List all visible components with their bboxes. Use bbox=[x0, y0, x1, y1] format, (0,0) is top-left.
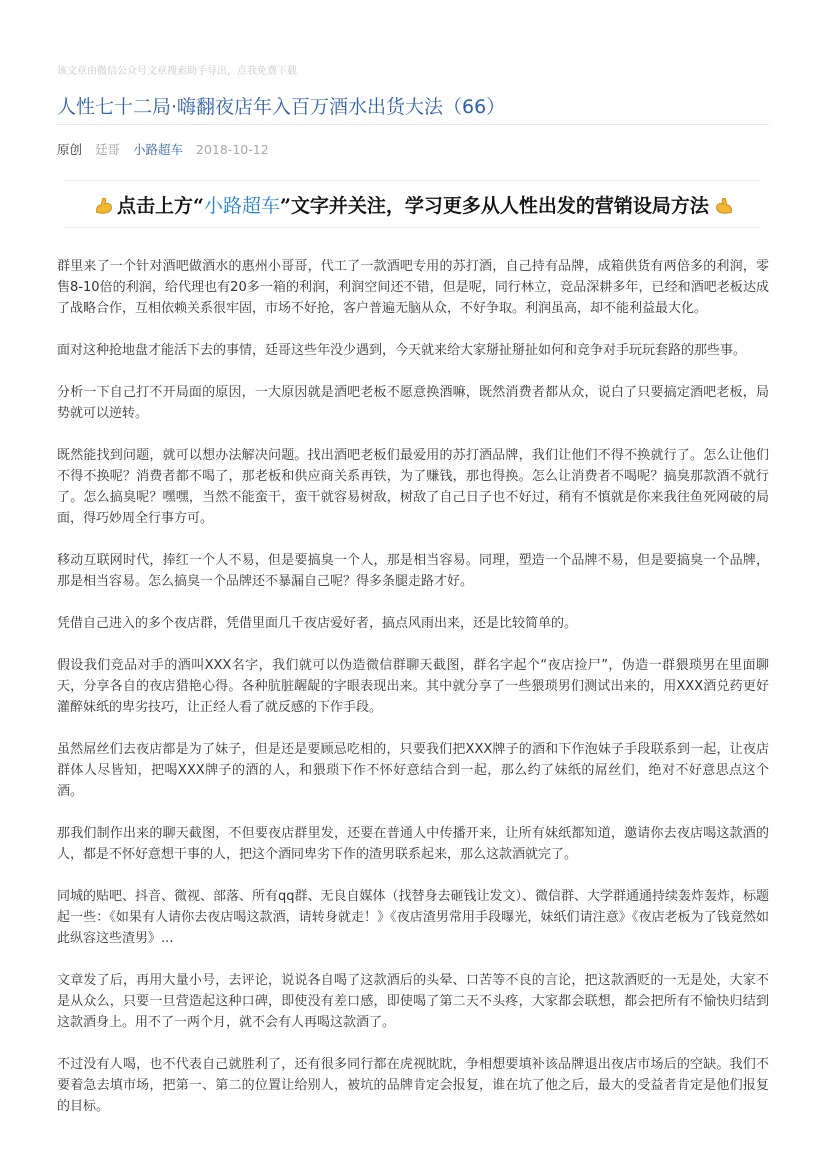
original-tag: 原创 bbox=[57, 142, 83, 157]
banner-prefix: 点击上方“ bbox=[117, 194, 204, 217]
paragraph: 不过没有人喝，也不代表自己就胜利了，还有很多同行都在虎视眈眈，争相想要填补该品牌退出夜店市场后的空缺。我们不要着急去填市场，把第一、第二的位置让给别人，被坑的品牌肯定会报复，谁在坑了他之后，最大的受益者肯定是他们报复的目标。 bbox=[57, 1057, 769, 1114]
article-body bbox=[57, 256, 769, 1138]
banner-suffix: ”文字并关注，学习更多从人性出发的营销设局方法 bbox=[280, 194, 709, 217]
paragraph: 分析一下自己打不开局面的原因，一大原因就是酒吧老板不愿意换酒嘛，既然消费者都从众，说白了只要搞定酒吧老板，局势就可以逆转。 bbox=[57, 385, 769, 421]
account-link[interactable]: 小路超车 bbox=[133, 142, 184, 157]
paragraph: 群里来了一个针对酒吧做酒水的惠州小哥哥，代工了一款酒吧专用的苏打酒，自己持有品牌，成箱供货有两倍多的利润，零售8-10倍的利润，给代理也有20多一箱的利润，利润空间还不错，但是呢，同行林立，竞品深耕多年，已经和酒吧老板达成了战略合作，互相依赖关系很牢固，市场不好抢，客户普遍无脑从众，不好争取。利润虽高，却不能利益最大化。 bbox=[57, 259, 769, 316]
publish-date: 2018-10-12 bbox=[196, 142, 269, 157]
flexed-biceps-icon bbox=[713, 194, 733, 214]
paragraph: 虽然屌丝们去夜店都是为了妹子，但是还是要顾忌吃相的，只要我们把XXX牌子的酒和下作泡妹子手段联系到一起，让夜店群体人尽皆知，把喝XXX牌子的酒的人，和猥琐下作不怀好意结合到一起，那么约了妹纸的屌丝们，绝对不好意思点这个酒。 bbox=[57, 742, 769, 799]
export-notice-link[interactable]: 该文章由微信公众号文章搜索助手导出，点我免费下载 bbox=[57, 66, 297, 77]
article-title: 人性七十二局·嗨翻夜店年入百万酒水出货大法（66） bbox=[57, 96, 506, 118]
paragraph: 移动互联网时代，捧红一个人不易，但是要搞臭一个人，那是相当容易。同理，塑造一个品牌不易，但是要搞臭一个品牌，那是相当容易。怎么搞臭一个品牌还不暴漏自己呢？得多条腿走路才好。 bbox=[57, 553, 769, 589]
follow-banner bbox=[65, 180, 761, 228]
paragraph: 面对这种抢地盘才能活下去的事情，廷哥这些年没少遇到，今天就来给大家掰扯掰扯如何和竞争对手玩玩套路的那些事。 bbox=[57, 343, 747, 358]
banner-account-link[interactable]: 小路超车 bbox=[203, 194, 280, 217]
article-meta bbox=[57, 140, 278, 158]
flexed-biceps-icon bbox=[93, 194, 113, 214]
paragraph: 那我们制作出来的聊天截图，不但要夜店群里发，还要在普通人中传播开来，让所有妹纸都知道，邀请你去夜店喝这款酒的人，都是不怀好意想干事的人，把这个酒同卑劣下作的渣男联系起来，那么这款酒就完了。 bbox=[57, 826, 769, 862]
paragraph: 文章发了后，再用大量小号，去评论，说说各自喝了这款酒后的头晕、口苦等不良的言论，把这款酒贬的一无是处，大家不是从众么，只要一旦营造起这种口碑，即使没有差口感，即使喝了第二天不头疼，大家都会联想，都会把所有不愉快归结到这款酒身上。用不了一两个月，就不会有人再喝这款酒了。 bbox=[57, 973, 769, 1030]
paragraph: 同城的贴吧、抖音、微视、部落、所有qq群、无良自媒体（找替身去砸钱让发文）、微信群、大学群通通持续轰炸轰炸，标题起一些：《如果有人请你去夜店喝这款酒，请转身就走！》《夜店渣男常用手段曝光，妹纸们请注意》《夜店老板为了钱竟然如此纵容这些渣男》... bbox=[57, 889, 770, 946]
paragraph: 假设我们竞品对手的酒叫XXX名字，我们就可以伪造微信群聊天截图，群名字起个“夜店捡尸”，伪造一群猥琐男在里面聊天，分享各自的夜店猎艳心得。各种肮脏龌龊的字眼表现出来。其中就分享了一些猥琐男们测试出来的，用XXX酒兑药更好灌醉妹纸的卑劣技巧，让正经人看了就反感的下作手段。 bbox=[57, 658, 769, 715]
title-divider bbox=[57, 124, 769, 125]
paragraph: 凭借自己进入的多个夜店群，凭借里面几千夜店爱好者，搞点风雨出来，还是比较简单的。 bbox=[57, 616, 578, 631]
author-name: 廷哥 bbox=[95, 142, 121, 157]
paragraph: 既然能找到问题，就可以想办法解决问题。找出酒吧老板们最爱用的苏打酒品牌，我们让他们不得不换就行了。怎么让他们不得不换呢？消费者都不喝了，那老板和供应商关系再铁，为了赚钱，那也得换。怎么让消费者不喝呢？搞臭那款酒不就行了。怎么搞臭呢？嘿嘿，当然不能蛮干，蛮干就容易树敌，树敌了自己日子也不好过，稍有不慎就是你来我往鱼死网破的局面，得巧妙周全行事方可。 bbox=[57, 448, 769, 526]
